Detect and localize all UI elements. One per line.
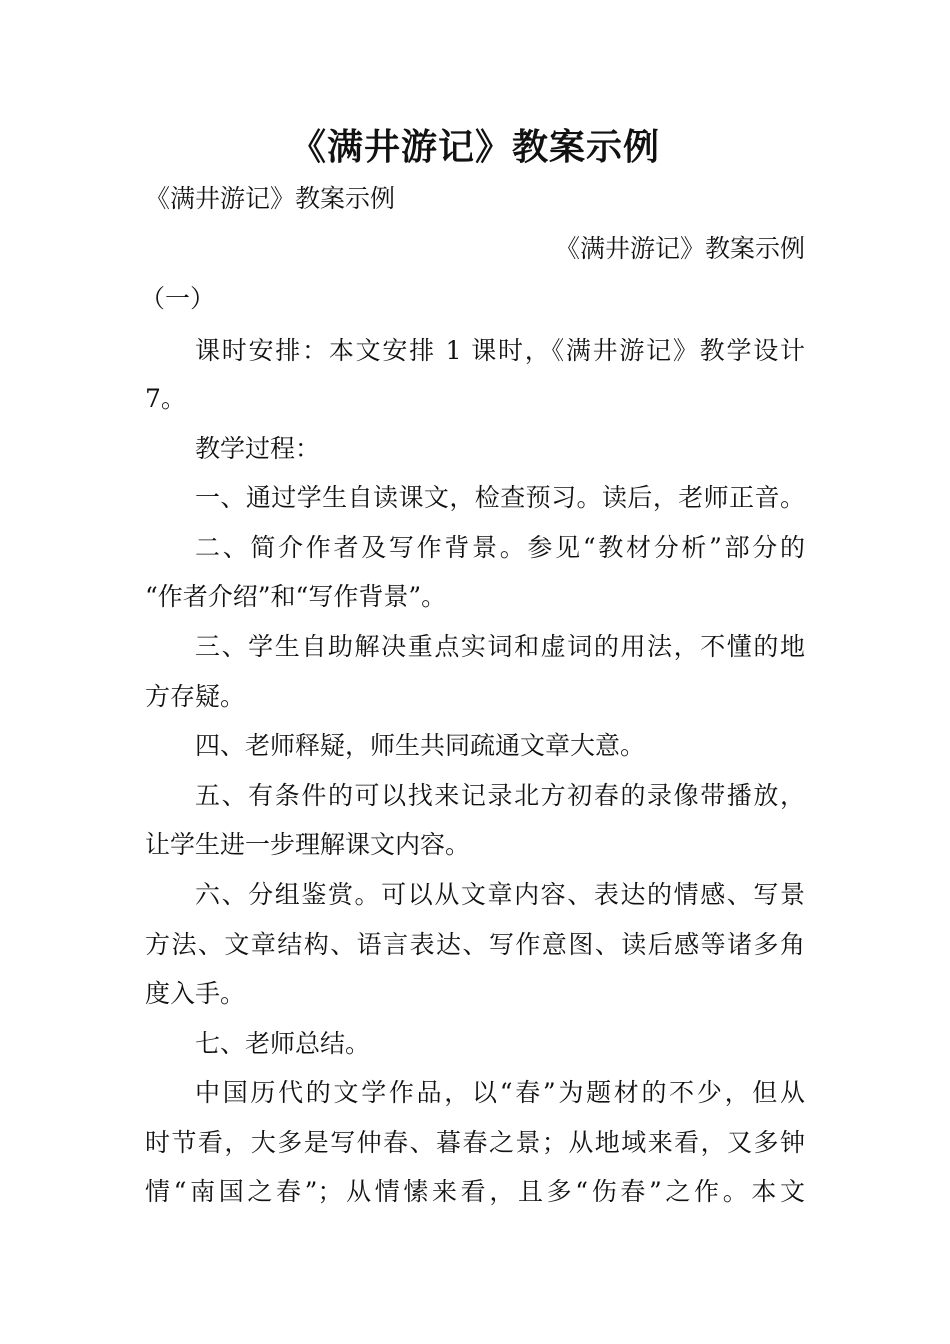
paragraph-line: 方存疑。	[145, 682, 246, 711]
paragraph-line: 教学过程：	[195, 434, 321, 463]
paragraph-line: 7。	[145, 384, 186, 413]
paragraph-line: 方法、文章结构、语言表达、写作意图、读后感等诸多角	[145, 930, 805, 959]
paragraph-line: 课时安排：本文安排 1 课时，《满井游记》教学设计	[195, 336, 805, 365]
paragraph-line: 让学生进一步理解课文内容。	[145, 830, 471, 859]
document-title: 《满井游记》教案示例	[289, 127, 660, 168]
paragraph-line: 二、简介作者及写作背景。参见“教材分析”部分的	[195, 533, 805, 562]
paragraph-line: 中国历代的文学作品，以“春”为题材的不少，但从	[195, 1078, 805, 1107]
right-aligned-heading: 《满井游记》教案示例	[554, 234, 805, 263]
paragraph-line: 七、老师总结。	[195, 1029, 371, 1058]
paragraph-line: 三、学生自助解决重点实词和虚词的用法，不懂的地	[195, 632, 805, 661]
paragraph-line: 情“南国之春”；从情愫来看，且多“伤春”之作。本文	[145, 1177, 805, 1206]
paragraph-line: 时节看，大多是写仲春、暮春之景；从地域来看，又多钟	[145, 1128, 805, 1157]
paragraph-line: “作者介绍”和“写作背景”。	[145, 582, 447, 611]
paragraph-line: 度入手。	[145, 979, 246, 1008]
paragraph-line: 五、有条件的可以找来记录北方初春的录像带播放，	[195, 781, 805, 810]
paragraph-line: 四、老师释疑，师生共同疏通文章大意。	[195, 731, 646, 760]
paragraph-line: 六、分组鉴赏。可以从文章内容、表达的情感、写景	[195, 880, 805, 909]
paragraph-line: 一、通过学生自读课文，检查预习。读后，老师正音。	[195, 483, 805, 512]
section-marker: （一）	[140, 284, 216, 313]
document-subtitle: 《满井游记》教案示例	[145, 184, 396, 213]
